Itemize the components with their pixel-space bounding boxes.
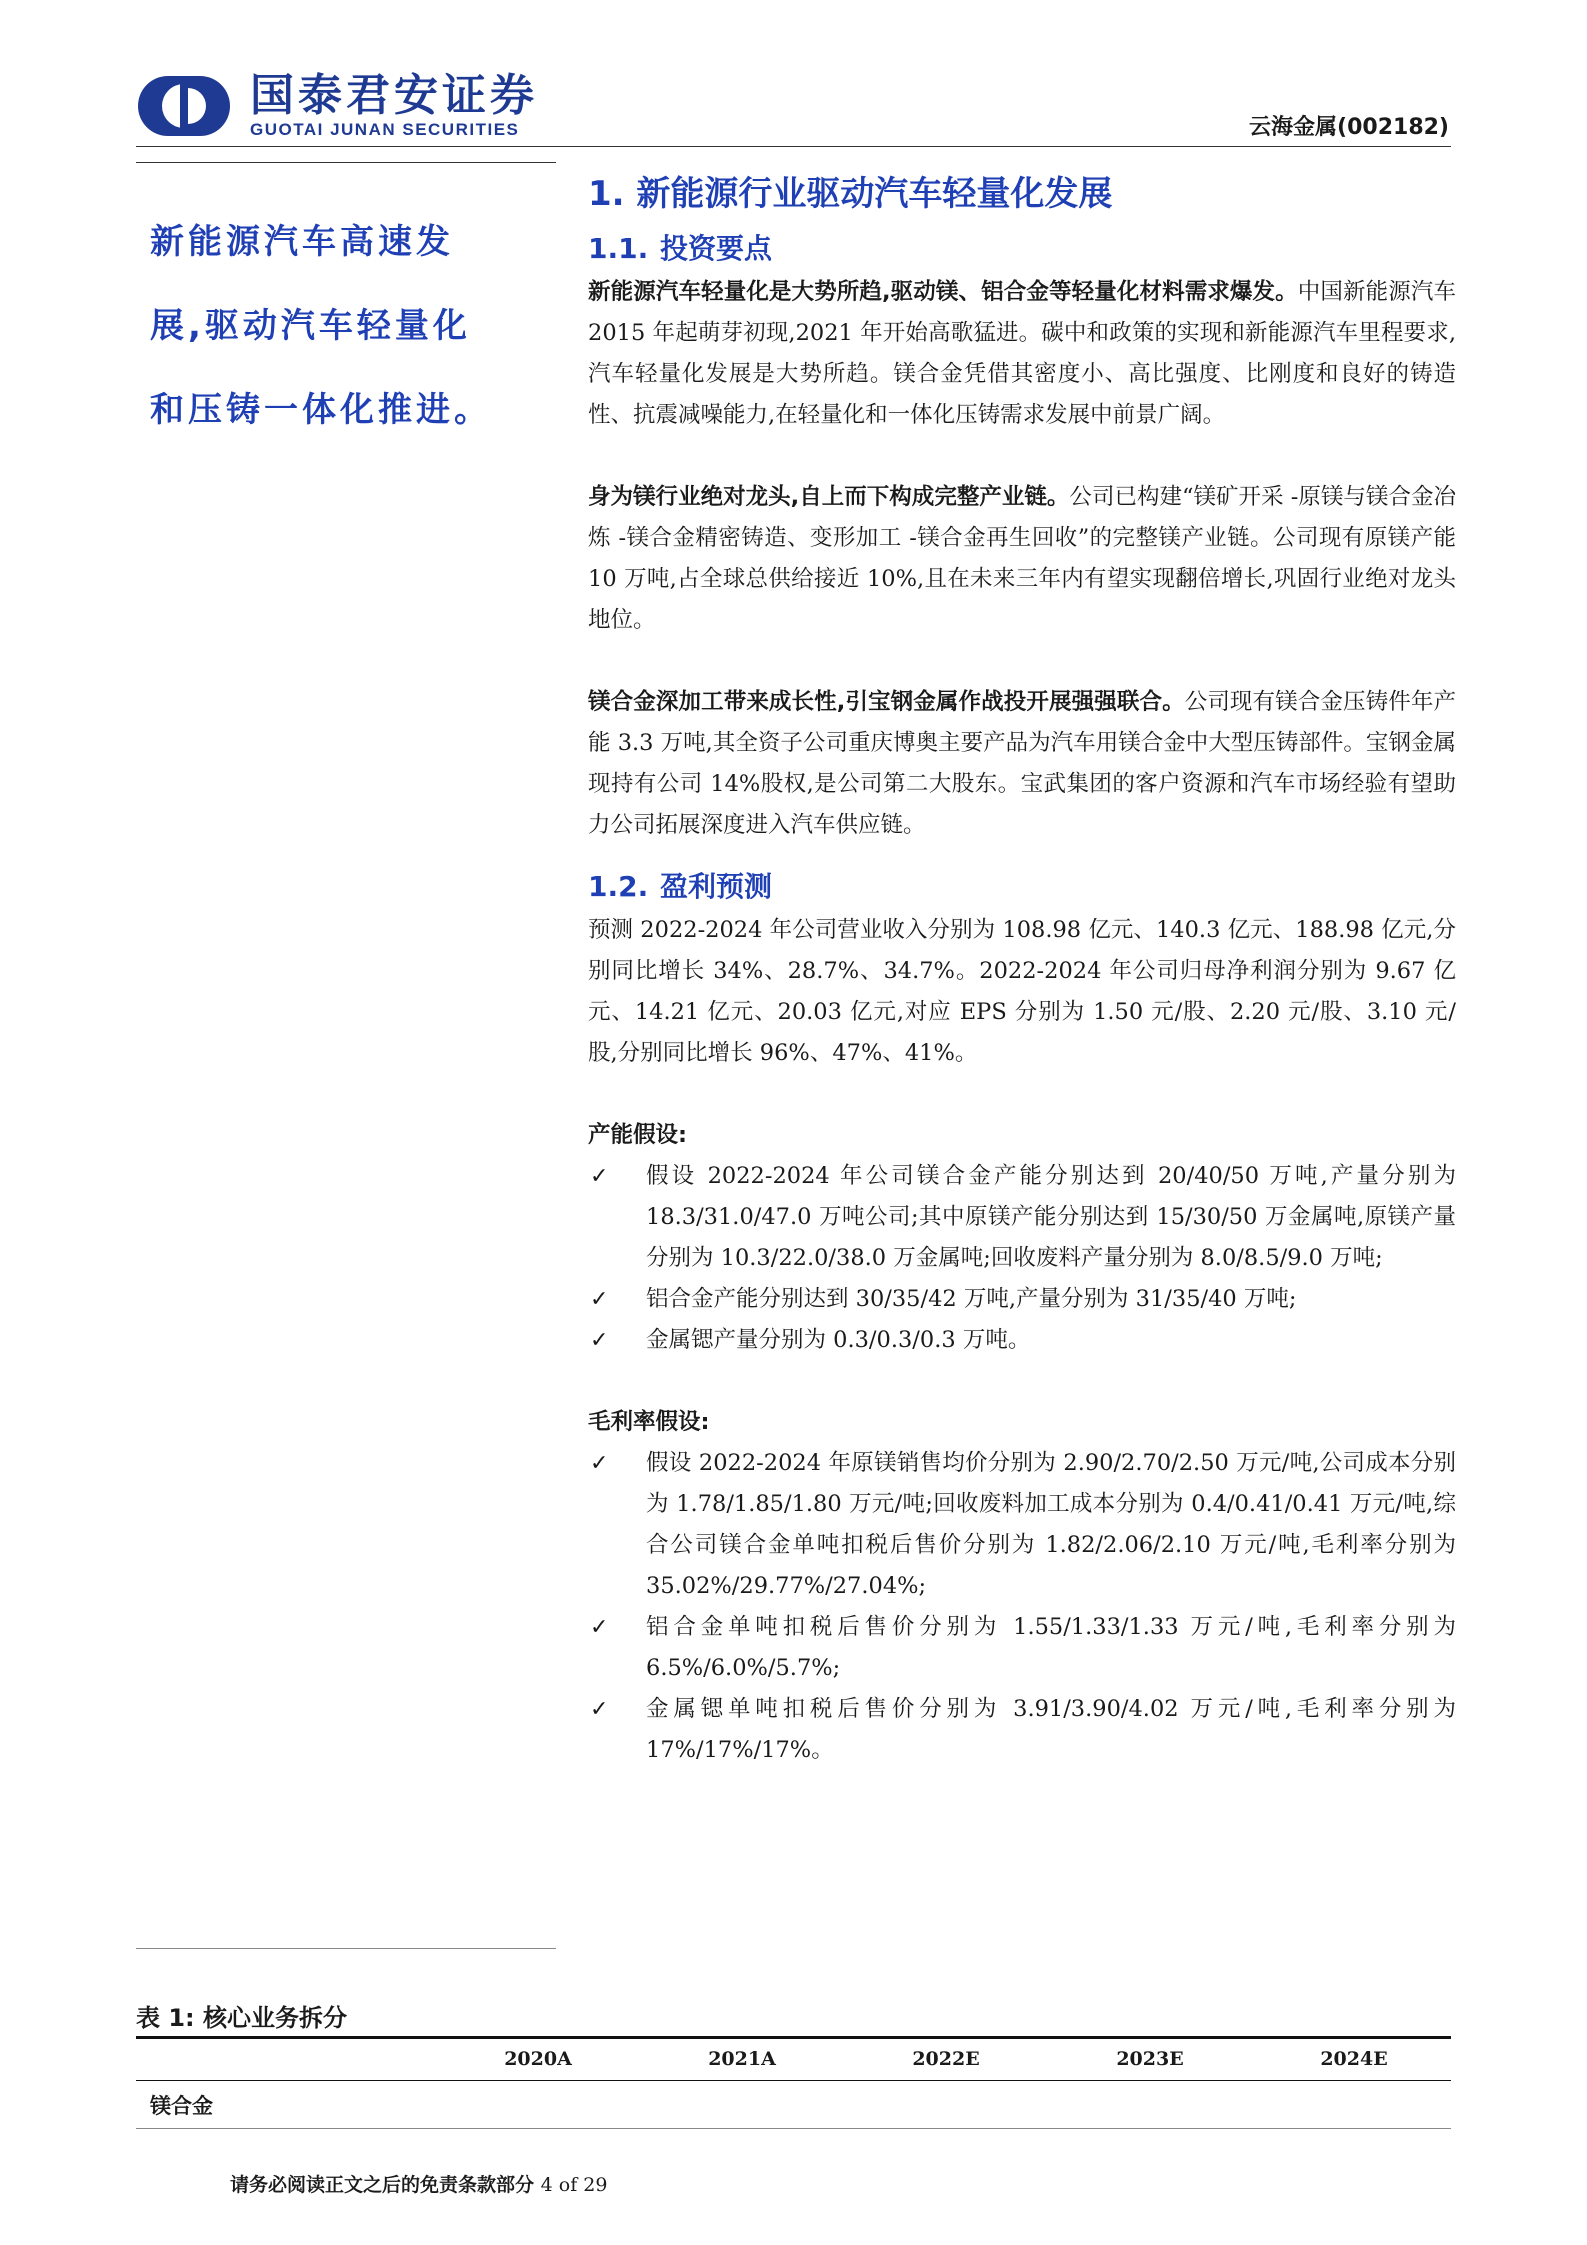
checkmark-icon: ✓ [590,1287,609,1312]
header-divider [136,146,1451,147]
capacity-assumptions-list [588,1156,1456,1361]
checkmark-icon: ✓ [590,1451,609,1476]
main-content [588,162,1456,1771]
table-column-header: 2023E [1116,2048,1184,2070]
subsection-heading-investment [588,226,1456,272]
sidebar-top-divider [136,162,556,163]
margin-assumptions-heading: 毛利率假设: [588,1409,710,1435]
sidebar-bottom-divider [136,1948,556,1949]
section-heading: 1. 新能源行业驱动汽车轻量化发展 [588,174,1113,214]
table-column-header: 2020A [504,2048,572,2070]
table-header-row [136,2040,1451,2078]
sidebar-summary [150,200,550,452]
subsection-title: 投资要点 [660,232,773,265]
sidebar-summary-line: 新能源汽车高速发 [150,222,454,262]
capacity-assumptions-heading: 产能假设: [588,1122,687,1148]
checkmark-icon: ✓ [590,1697,609,1722]
list-item-text: 金属锶产量分别为 0.3/0.3/0.3 万吨。 [646,1327,1031,1353]
table-column-header: 2024E [1320,2048,1388,2070]
subsection-number: 1.1. [588,232,649,265]
paragraph: 预测 2022-2024 年公司营业收入分别为 108.98 亿元、140.3 亿元、188.98 亿元,分别同比增长 34%、28.7%、34.7%。2022-2024 年公司归母净利润分别为 9.67 亿元、14.21 亿元、20.03 亿元,对应 EPS 分别为 1.50 元/股、2.20 元/股、3.10 元/股,分别同比增长 96%、47%、41%。 [588,917,1456,1066]
subsection-title: 盈利预测 [660,870,773,903]
table-row-label: 镁合金 [150,2094,213,2118]
list-item [588,1607,1456,1689]
paragraph [588,682,1456,846]
table-column-header: 2021A [708,2048,776,2070]
subsection-heading-forecast [588,864,1456,910]
page-number: 4 of 29 [540,2174,608,2196]
list-item [588,1279,1456,1320]
paragraph-lead: 身为镁行业绝对龙头,自上而下构成完整产业链。 [588,484,1070,510]
paragraph-body: 公司已构建“镁矿开采 -原镁与镁合金冶炼 -镁合金精密铸造、变形加工 -镁合金再生回收”的完整镁产业链。公司现有原镁产能 10 万吨,占全球总供给接近 10%,且在未来三年内有望实现翻倍增长,巩固行业绝对龙头地位。 [588,484,1456,633]
paragraph [588,477,1456,641]
paragraph-lead: 新能源汽车轻量化是大势所趋,驱动镁、铝合金等轻量化材料需求爆发。 [588,279,1298,305]
list-item [588,1320,1456,1361]
company-logo [136,72,538,140]
disclaimer-notice: 请务必阅读正文之后的免责条款部分 [230,2174,535,2196]
list-item [588,1443,1456,1607]
page-footer [230,2170,607,2197]
report-company-code: 云海金属(002182) [1249,115,1449,140]
logo-english-name: GUOTAI JUNAN SECURITIES [250,120,520,139]
paragraph-body: 公司现有镁合金压铸件年产能 3.3 万吨,其全资子公司重庆博奥主要产品为汽车用镁合金中大型压铸部件。宝钢金属现持有公司 14%股权,是公司第二大股东。宝武集团的客户资源和汽车市场经验有望助力公司拓展深度进入汽车供应链。 [588,689,1456,838]
sidebar-summary-line: 展,驱动汽车轻量化 [150,306,471,346]
table-top-rule [136,2036,1451,2039]
paragraph-body: 中国新能源汽车 2015 年起萌芽初现,2021 年开始高歌猛进。碳中和政策的实现和新能源汽车里程要求,汽车轻量化发展是大势所趋。镁合金凭借其密度小、高比强度、比刚度和良好的铸造性、抗震减噪能力,在轻量化和一体化压铸需求发展中前景广阔。 [588,279,1456,428]
list-item-text: 铝合金单吨扣税后售价分别为 1.55/1.33/1.33 万元/吨,毛利率分别为 6.5%/6.0%/5.7%; [646,1614,1456,1681]
checkmark-icon: ✓ [590,1328,609,1353]
checkmark-icon: ✓ [590,1164,609,1189]
table-column-header: 2022E [912,2048,980,2070]
checkmark-icon: ✓ [590,1615,609,1640]
logo-emblem-icon [136,74,232,138]
list-item-text: 假设 2022-2024 年公司镁合金产能分别达到 20/40/50 万吨,产量分别为 18.3/31.0/47.0 万吨公司;其中原镁产能分别达到 15/30/50 万金属吨,原镁产量分别为 10.3/22.0/38.0 万金属吨;回收废料产量分别为 8.0/8.5/9.0 万吨; [646,1163,1456,1271]
table-title: 表 1: 核心业务拆分 [136,2004,348,2032]
list-item [588,1156,1456,1279]
list-item [588,1689,1456,1771]
subsection-number: 1.2. [588,870,649,903]
sidebar-summary-line: 和压铸一体化推进。 [150,390,492,430]
table-header-rule [136,2080,1451,2081]
margin-assumptions-list [588,1443,1456,1771]
logo-chinese-name: 国泰君安证券 [250,70,538,121]
list-item-text: 假设 2022-2024 年原镁销售均价分别为 2.90/2.70/2.50 万元/吨,公司成本分别为 1.78/1.85/1.80 万元/吨;回收废料加工成本分别为 0.4/0.41/0.41 万元/吨,综合公司镁合金单吨扣税后售价分别为 1.82/2.06/2.10 万元/吨,毛利率分别为 35.02%/29.77%/27.04%; [646,1450,1456,1599]
list-item-text: 铝合金产能分别达到 30/35/42 万吨,产量分别为 31/35/40 万吨; [646,1286,1297,1312]
table-row-rule [136,2128,1451,2129]
paragraph-lead: 镁合金深加工带来成长性,引宝钢金属作战投开展强强联合。 [588,689,1185,715]
paragraph [588,272,1456,436]
list-item-text: 金属锶单吨扣税后售价分别为 3.91/3.90/4.02 万元/吨,毛利率分别为 17%/17%/17%。 [646,1696,1456,1763]
